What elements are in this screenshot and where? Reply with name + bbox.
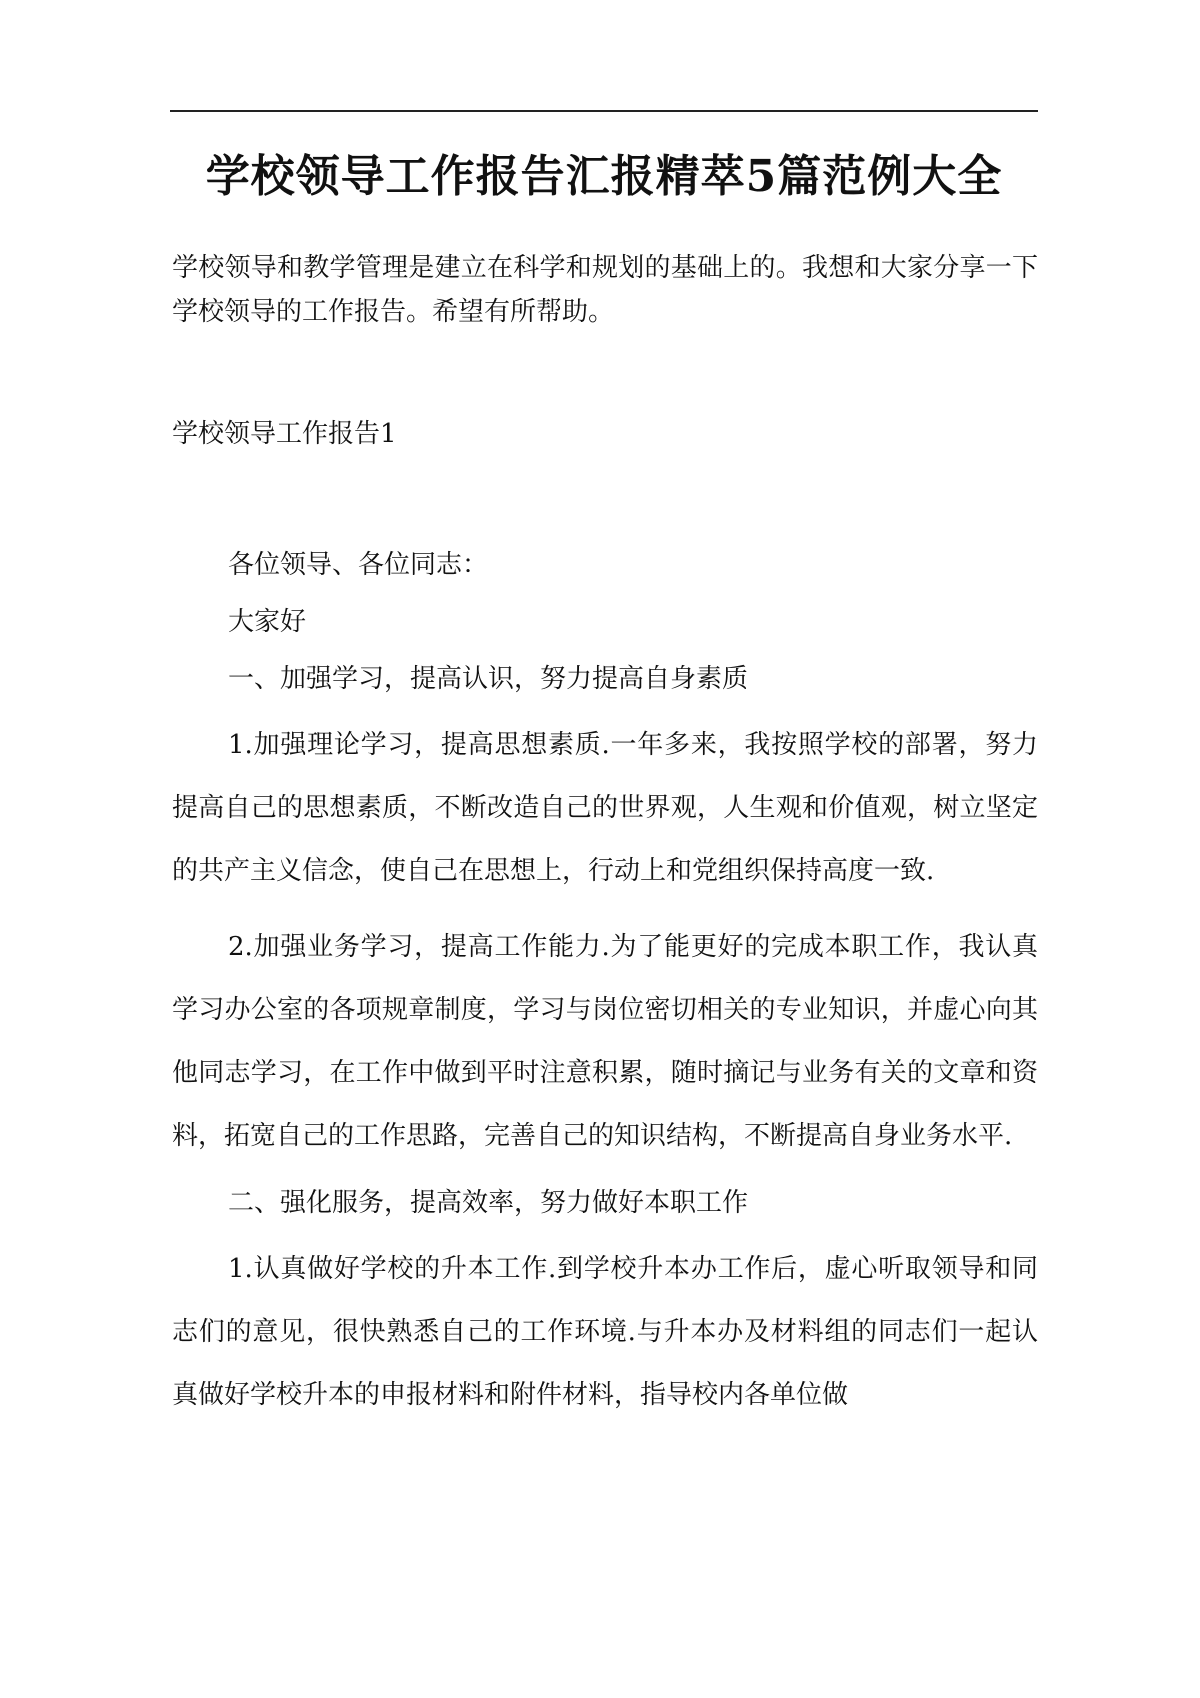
paragraph-one: 1.加强理论学习，提高思想素质.一年多来，我按照学校的部署，努力提高自己的思想素质，不断改造自己的世界观，人生观和价值观，树立坚定的共产主义信念，使自己在思想上，行动上和党组织保持高度一致. (172, 730, 1038, 886)
paragraph-three: 1.认真做好学校的升本工作.到学校升本办工作后，虚心听取领导和同志们的意见，很快熟悉自己的工作环境.与升本办及材料组的同志们一起认真做好学校升本的申报材料和附件材料，指导校内各单位做 (172, 1254, 1038, 1410)
paragraph-two: 2.加强业务学习，提高工作能力.为了能更好的完成本职工作，我认真学习办公室的各项规章制度，学习与岗位密切相关的专业知识，并虚心向其他同志学习，在工作中做到平时注意积累，随时摘记与业务有关的文章和资料，拓宽自己的工作思路，完善自己的知识结构，不断提高自身业务水平. (172, 932, 1038, 1151)
salutation: 各位领导、各位同志： (228, 550, 489, 580)
heading-one: 一、加强学习，提高认识，努力提高自身素质 (228, 664, 749, 694)
document-body (172, 246, 1038, 1440)
document-title: 学校领导工作报告汇报精萃5篇范例大全 (205, 151, 1003, 203)
section-heading: 学校领导工作报告1 (172, 419, 397, 449)
greeting: 大家好 (228, 607, 307, 637)
heading-two: 二、强化服务，提高效率，努力做好本职工作 (228, 1188, 749, 1218)
top-rule (170, 110, 1038, 112)
intro-paragraph: 学校领导和教学管理是建立在科学和规划的基础上的。我想和大家分享一下学校领导的工作报告。希望有所帮助。 (172, 253, 1038, 327)
